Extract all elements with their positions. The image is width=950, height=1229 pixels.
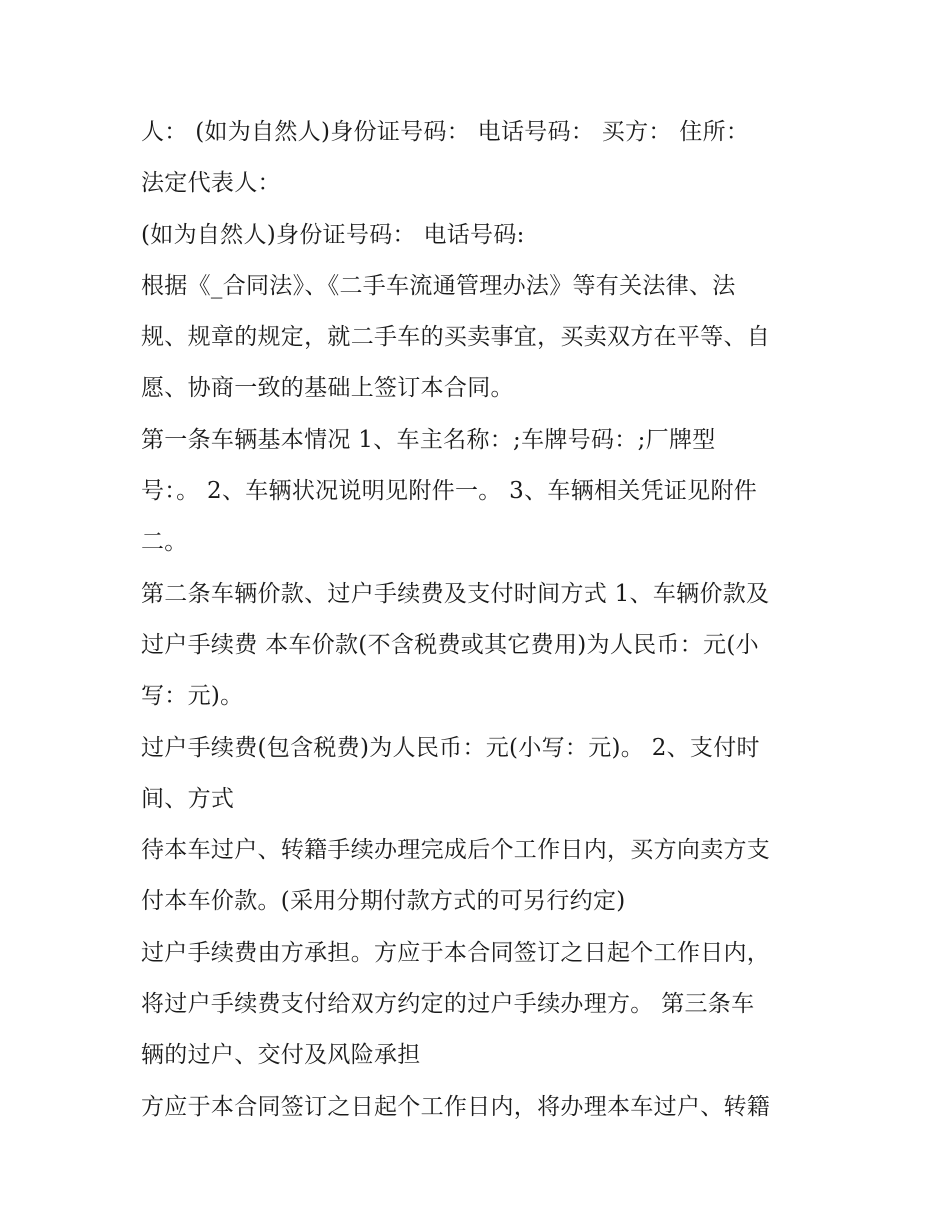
text-line: 将过户手续费支付给双方约定的过户手续办理方。 第三条车 — [141, 991, 755, 1018]
text-line: 法定代表人： — [141, 170, 281, 197]
text-line: 第二条车辆价款、过户手续费及支付时间方式 1、车辆价款及 — [141, 580, 770, 607]
text-line: 过户手续费由方承担。方应于本合同签订之日起个工作日内， — [141, 939, 771, 966]
text-line: 待本车过户、转籍手续办理完成后个工作日内，买方向卖方支 — [141, 837, 771, 864]
contract-text — [141, 107, 821, 1133]
text-line: 方应于本合同签订之日起个工作日内，将办理本车过户、转籍 — [141, 1093, 771, 1120]
text-line: 辆的过户、交付及风险承担 — [141, 1042, 421, 1069]
text-line: 过户手续费 本车价款(不含税费或其它费用)为人民币：元(小 — [141, 631, 759, 658]
text-line: 过户手续费(包含税费)为人民币：元(小写：元)。 2、支付时 — [141, 734, 760, 761]
text-line: (如为自然人)身份证号码： 电话号码: — [141, 221, 525, 248]
text-line: 付本车价款。(采用分期付款方式的可另行约定) — [141, 888, 626, 915]
text-line: 人： (如为自然人)身份证号码： 电话号码： 买方： 住所： — [141, 119, 750, 145]
text-line: 规、规章的规定，就二手车的买卖事宜，买卖双方在平等、自 — [141, 324, 771, 351]
text-line: 愿、协商一致的基础上签订本合同。 — [141, 375, 514, 402]
text-line: 第一条车辆基本情况 1、车主名称：;车牌号码：;厂牌型 — [141, 426, 716, 453]
text-line: 根据《_合同法》、《二手车流通管理办法》等有关法律、法 — [141, 272, 736, 299]
text-line: 写：元)。 — [141, 683, 244, 710]
text-line: 号：。 2、车辆状况说明见附件一。 3、车辆相关凭证见附件 — [141, 478, 758, 505]
text-line: 间、方式 — [141, 785, 235, 812]
text-line: 二。 — [141, 529, 188, 556]
